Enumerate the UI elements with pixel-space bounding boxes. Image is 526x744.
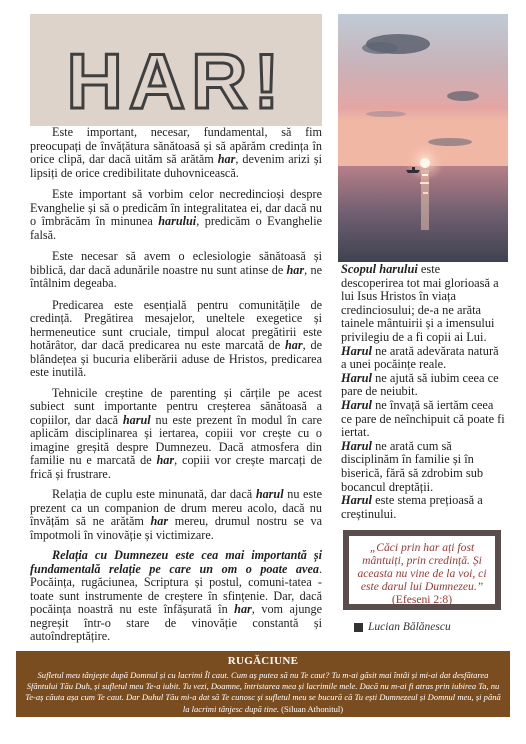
paragraph-1: Este important, necesar, fundamental, să fim preocupați de învățătura sănătoasă și să apărăm credința în orice clipă, dar dacă uităm să arătăm har, devenim arizi și lipsiți de orice credibilitate duhovnicească. [30, 125, 322, 180]
bible-quote-box [343, 530, 501, 610]
emphasis: har [284, 338, 303, 352]
emphasis: har [150, 514, 169, 528]
sidebar-item: Harul ne ajută să iubim ceea ce pare de neiubit. [341, 370, 499, 399]
emphasis: harul [122, 412, 151, 427]
quote-reference: (Efeseni 2:8) [391, 593, 453, 606]
emphasis: har [286, 262, 305, 277]
emphasis: Harul [341, 370, 372, 385]
emphasis: har [234, 602, 252, 616]
paragraph-4: Predicarea este esențială pentru comunitățile de credință. Pregătirea mesajelor, uneltele exegetice și hermeneutice sunt cruciale, timpul alocat pregătirii este hotărâtor, dar dacă predicarea nu este marcată de har, de blândețea și bucuria eliberării aduse de Hristos, predicarea este inutilă. [30, 297, 322, 379]
main-article [30, 126, 322, 651]
prayer-box [16, 651, 510, 717]
emphasis: Harul [341, 438, 372, 453]
emphasis: harul [255, 487, 284, 501]
prayer-source: (Siluan Athonitul) [281, 703, 344, 714]
sidebar-item: Harul ne arată adevărata natură a unei pocăințe reale. [341, 343, 499, 372]
sidebar-intro: Scopul harului este descoperirea tot mai glorioasă a lui Isus Hristos în viața credinciosului; de-a ne arăta tainele mântuirii și a imensului privilegiu de a fi copii ai Lui. [341, 262, 499, 344]
paragraph-6: Relația de cuplu este minunată, dar dacă harul nu este prezent ca un companion de drum mereu acolo, dacă nu învățăm să ne arătăm har mereu, drumul nostru se va împotmoli în vinovăție și victimizare. [30, 487, 323, 542]
prayer-title: RUGĂCIUNE [227, 655, 299, 667]
emphasis: Relația cu Dumnezeu este cea mai importantă și fundamentală relație pe care un om o poate avea [30, 548, 322, 576]
prayer-text: Sufletul meu tânjește după Domnul și cu lacrimi Îl caut. Cum aș putea să nu Te caut? Tu m-ai găsit mai întâi și mi-ai dat desfătarea Sfântului Tău Duh, și sufletul meu Te-a iubit. Tu vezi, Doamne, întristarea mea și lacrimile mele. Dacă nu m-ai fi atras prin iubirea Ta, nu Te-aș căuta așa cum Te caut. Dar Duhul Tău mi-a dat să Te cunosc și sufletul meu se bucură că Tu ești Dumnezeul și Domnul meu, și până la lacrimi tânjesc după tine. (Siluan Athonitul) [25, 670, 501, 714]
grace-sidebar [341, 263, 505, 521]
paragraph-3: Este necesar să avem o eclesiologie sănătoasă și biblică, dar dacă adunările noastre nu sunt atinse de har, ne întâlnim degeaba. [30, 249, 322, 290]
paragraph-2: Este important să vorbim celor necredincioși despre Evanghelie și să o predicăm în integralitatea ei, dar dacă nu o îmbrăcăm în minunea harului, predicăm o Evanghelie falsă. [30, 187, 322, 242]
emphasis: Scopul harului [341, 262, 418, 276]
emphasis: Harul [341, 397, 372, 412]
emphasis: har [156, 453, 175, 467]
emphasis: Harul [341, 343, 372, 358]
paragraph-7: Relația cu Dumnezeu este cea mai importantă și fundamentală relație pe care un om o poate avea. Pocăința, rugăciunea, Scriptura și postul, comuni-tatea - toate sunt instrumente de creștere în sfințenie. Dar, dacă pocăința noastră nu este înfășurată în har, vom ajunge negreșit într-o stare de vinovăție constantă și autoîndreptățire. [30, 548, 323, 643]
quote-text: „Căci prin har ați fost mântuiți, prin credință. Și aceasta nu vine de la voi, ci este darul lui Dumnezeu.” [357, 541, 487, 593]
sidebar-item: Harul este stema prețioasă a creștinului. [341, 493, 483, 521]
title-graphic [30, 14, 322, 126]
emphasis: harului [158, 214, 197, 228]
author-name: Lucian Bălănescu [368, 621, 451, 633]
title-banner [30, 14, 322, 126]
paragraph-5: Tehnicile creștine de parenting și cărțile pe acest subiect sunt importante pentru creșterea sănătoasă a copiilor, dar dacă harul nu este prezent în modul în care aplicăm disciplinarea și iertarea, copiii vor crește cu o imagine greșită despre Dumnezeu. Dacă atmosfera din familie nu e marcată de har, copiii vor crește marcați de frică și frustrare. [30, 385, 322, 481]
page-title: HAR! [66, 37, 286, 125]
sidebar-item: Harul ne arată cum să disciplinăm în familie și în biserică, fără să zdrobim sub bocancul dreptății. [341, 438, 484, 494]
author-square-icon [354, 623, 363, 632]
emphasis: Harul [341, 493, 372, 508]
emphasis: har [217, 152, 236, 166]
sunset-photo [338, 14, 508, 262]
sidebar-item: Harul ne învață să iertăm ceea ce pare de neînchipuit că poate fi iertat. [341, 397, 505, 440]
